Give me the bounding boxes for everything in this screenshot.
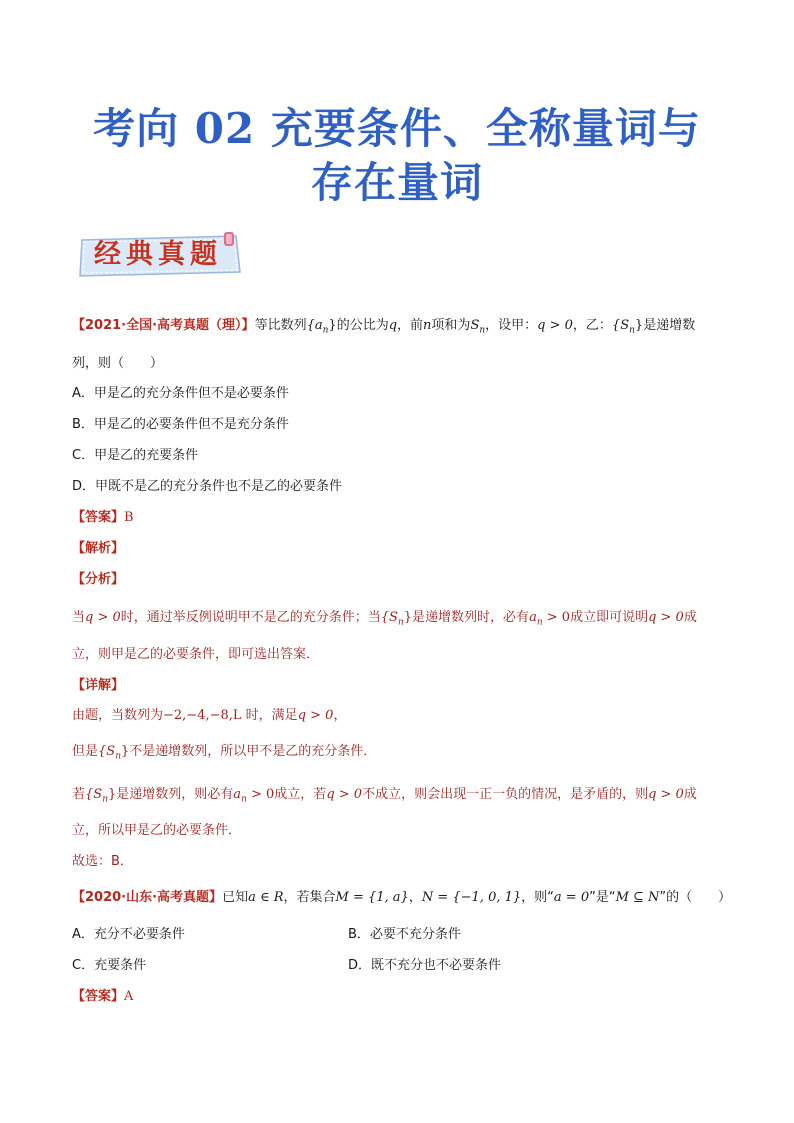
q1-source-tag: 【2021·全国·高考真题（理）】 xyxy=(72,318,255,333)
q2-option-b: B．必要不充分条件 xyxy=(348,927,461,942)
badge-label: 经典真题 xyxy=(94,239,222,270)
q1-option-c: C．甲是乙的充要条件 xyxy=(72,448,199,463)
q2-option-row-2 xyxy=(72,957,502,975)
q1-stem-line-2: 列，则（ ） xyxy=(72,356,164,371)
title-line-1: 考向 02 充要条件、全称量词与 xyxy=(93,104,701,153)
q1-fenxi-line-2: 立，则甲是乙的必要条件，即可选出答案． xyxy=(72,647,320,662)
q1-detail-line-2: 但是$\{S_n\}$不是递增数列，所以甲不是乙的充分条件． xyxy=(72,744,377,762)
q2-option-c: C．充要条件 xyxy=(72,958,147,973)
q1-stem-line-1: 【2021·全国·高考真题（理）】等比数列$\{a_n\}$的公比为q，前n项和为$S_n$，设甲：q > 0，乙：$\{S_n\}$是递增数 xyxy=(72,318,696,336)
q1-detail-line-1: 由题，当数列为−2,−4,−8,L 时，满足q > 0， xyxy=(72,708,347,723)
q2-option-a: A．充分不必要条件 xyxy=(72,927,185,942)
q1-choose: 故选：B． xyxy=(72,854,133,869)
q1-option-d: D．甲既不是乙的充分条件也不是乙的必要条件 xyxy=(72,479,343,494)
q1-option-b: B．甲是乙的必要条件但不是充分条件 xyxy=(72,417,289,432)
q1-answer: 【答案】B xyxy=(72,510,134,525)
q1-analysis-label: 【解析】 xyxy=(72,541,125,556)
q1-fenxi-line-1: 当q > 0时，通过举反例说明甲不是乙的充分条件；当$\{S_n\}$是递增数列时，必有$a_n > 0$成立即可说明q > 0成 xyxy=(72,610,697,628)
page-title xyxy=(40,102,754,210)
q2-source-tag: 【2020·山东·高考真题】 xyxy=(72,890,223,905)
section-badge xyxy=(76,232,248,278)
title-line-2: 存在量词 xyxy=(310,158,483,207)
q1-detail-line-3: 若$\{S_n\}$是递增数列，则必有$a_n > 0$成立，若q > 0不成立，则会出现一正一负的情况，是矛盾的，则q > 0成 xyxy=(72,787,697,805)
q1-fenxi-label: 【分析】 xyxy=(72,572,125,587)
q2-option-d: D．既不充分也不必要条件 xyxy=(348,958,502,973)
q2-option-row-1 xyxy=(72,926,461,944)
q2-stem: 【2020·山东·高考真题】已知a ∈ R，若集合M = {1, a}，N = {−1, 0, 1}，则“a = 0”是“M ⊆ N”的（ ） xyxy=(72,890,732,905)
q1-detail-line-4: 立，所以甲是乙的必要条件． xyxy=(72,823,242,838)
q1-detail-label: 【详解】 xyxy=(72,678,125,693)
q1-option-a: A．甲是乙的充分条件但不是必要条件 xyxy=(72,386,289,401)
q2-answer: 【答案】A xyxy=(72,989,134,1004)
